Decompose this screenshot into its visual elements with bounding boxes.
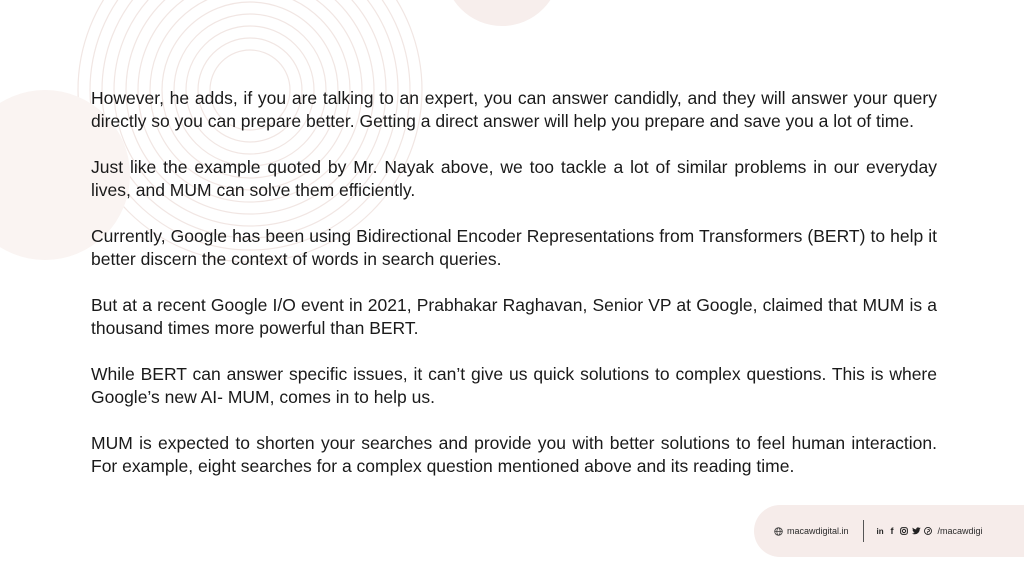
twitter-icon[interactable] — [912, 527, 921, 536]
body-text — [91, 87, 937, 501]
linkedin-icon[interactable]: in — [876, 526, 884, 536]
footer-divider — [863, 520, 864, 542]
facebook-icon[interactable]: f — [890, 526, 894, 536]
website-link[interactable] — [774, 526, 849, 536]
paragraph: Currently, Google has been using Bidirectional Encoder Representations from Transformers (BERT) to help it better discern the context of words in search queries. — [91, 226, 937, 269]
website-text: macawdigital.in — [787, 526, 849, 536]
social-handle: /macawdigi — [937, 526, 983, 536]
instagram-icon[interactable] — [900, 527, 909, 536]
globe-icon — [774, 527, 783, 536]
pinterest-icon[interactable] — [924, 527, 933, 536]
footer-badge — [754, 505, 1024, 557]
paragraph: However, he adds, if you are talking to an expert, you can answer candidly, and they will answer your query directly so you can prepare better. Getting a direct answer will help you prepare and save you a lot of time. — [91, 88, 937, 131]
paragraph: MUM is expected to shorten your searches and provide you with better solutions to feel human interaction. For example, eight searches for a complex question mentioned above and its reading time. — [91, 433, 937, 476]
social-links — [876, 526, 983, 536]
paragraph: While BERT can answer specific issues, it can’t give us quick solutions to complex questions. This is where Google’s new AI- MUM, comes in to help us. — [91, 364, 937, 407]
paragraph: Just like the example quoted by Mr. Nayak above, we too tackle a lot of similar problems in our everyday lives, and MUM can solve them efficiently. — [91, 157, 937, 200]
decorative-circle-top — [444, 0, 560, 26]
paragraph: But at a recent Google I/O event in 2021, Prabhakar Raghavan, Senior VP at Google, claimed that MUM is a thousand times more powerful than BERT. — [91, 295, 937, 338]
